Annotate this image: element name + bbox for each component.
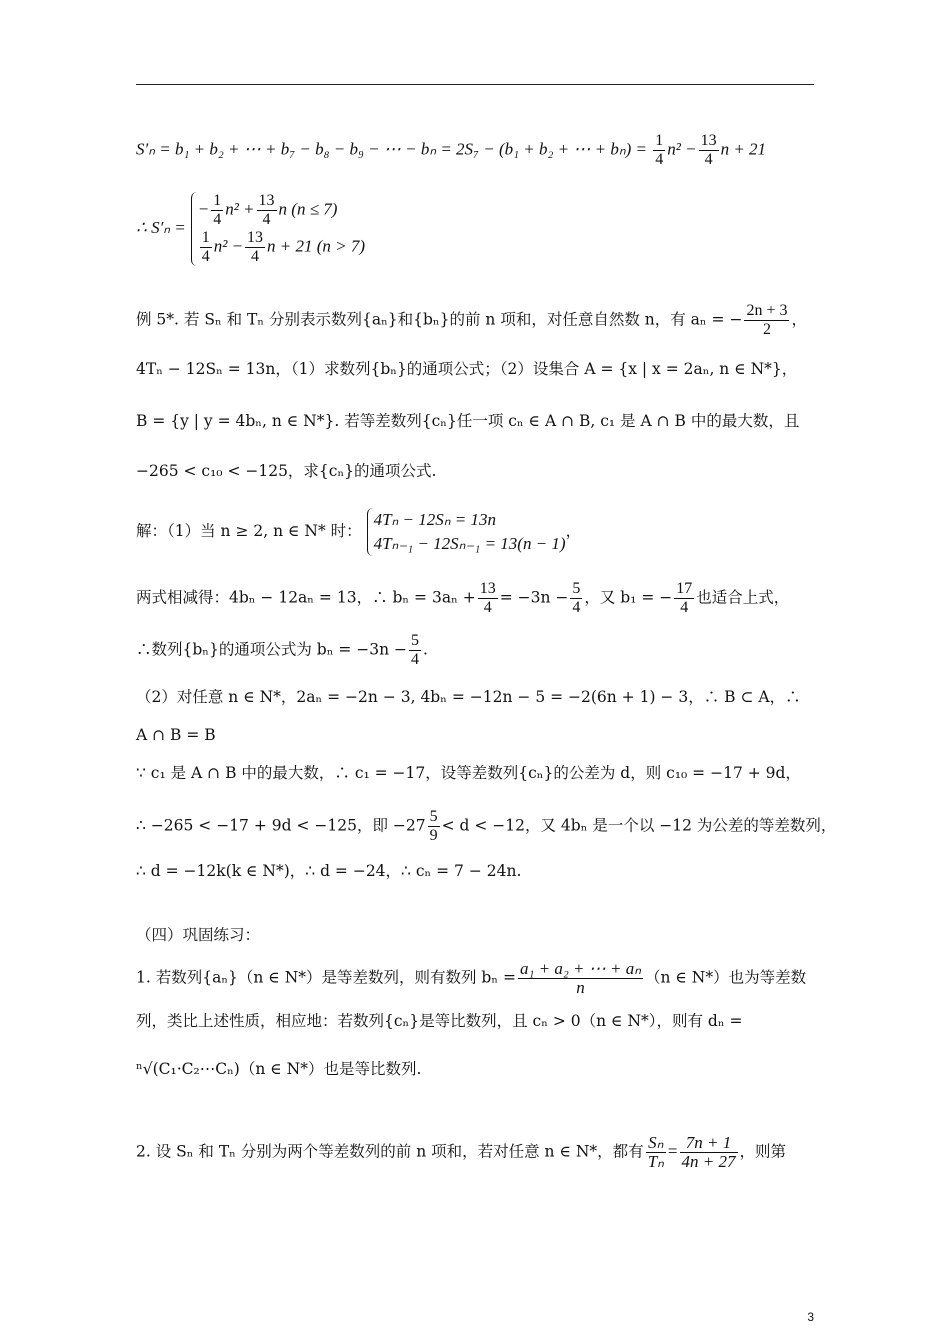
equation-text: n² − (667, 139, 697, 159)
fraction (674, 580, 694, 617)
equation-text: − (197, 199, 210, 219)
numerator: 5 (429, 808, 438, 825)
numerator: 1 (213, 192, 222, 209)
equation-text: S′ₙ = b₁ + b₂ + ⋯ + b₇ − b₈ − b₉ − ⋯ − bₙ = 2S₇ − (b₁ + b₂ + ⋯ + bₙ) = (136, 139, 652, 159)
fraction (257, 192, 277, 229)
denominator: 4 (572, 599, 581, 616)
question-1-line-1 (136, 960, 816, 997)
denominator: 4 (483, 599, 492, 616)
denominator: 4 (262, 211, 271, 228)
fraction (680, 1134, 738, 1171)
fraction (518, 960, 643, 997)
page-number: 3 (807, 1310, 814, 1324)
equation-text: n² − (213, 236, 244, 256)
denominator: 4 (201, 248, 210, 265)
piecewise-row (198, 229, 365, 266)
fraction (409, 632, 421, 669)
example-5-line-3: B = {y | y = 4bₙ, n ∈ N*}. 若等差数列{cₙ}任一项 cₙ ∈ A ∩ B, c₁ 是 A ∩ B 中的最大数，且 (136, 412, 800, 430)
denominator: Tₙ (647, 1152, 664, 1171)
part-2-line-2: A ∩ B = B (136, 726, 216, 744)
fraction (245, 229, 265, 266)
part-2-line-5: ∴ d = −12k(k ∈ N*)，∴ d = −24，∴ cₙ = 7 − 24n. (136, 862, 522, 880)
text: 例 5*. 若 Sₙ 和 Tₙ 分别表示数列{aₙ}和{bₙ}的前 n 项和，对任意自然数 n，有 aₙ = − (136, 310, 743, 329)
general-term-line: ∴数列{bₙ}的通项公式为 bₙ = −3n − $\frac{5}{4}$ . (136, 632, 428, 668)
part-2-line-3: ∵ c₁ 是 A ∩ B 中的最大数，∴ c₁ = −17，设等差数列{cₙ}的公差为 d，则 c₁₀ = −17 + 9d， (136, 764, 801, 782)
equation-text: n² + (225, 199, 255, 219)
text: < d < −12，又 4bₙ 是一个以 −12 为公差的等差数列， (441, 816, 837, 835)
example-5-line-4: −265 < c₁₀ < −125，求{cₙ}的通项公式. (136, 462, 437, 480)
fraction (478, 580, 498, 617)
numerator: 13 (700, 132, 717, 149)
fraction (211, 192, 223, 229)
denominator: 4 (411, 651, 419, 668)
fraction (428, 808, 440, 845)
question-2-line-1 (136, 1134, 816, 1171)
text: 也适合上式， (696, 588, 790, 607)
text: ，又 b₁ = − (584, 588, 673, 607)
numerator: 13 (258, 192, 275, 209)
text: （n ∈ N*）也为等差数 (645, 968, 807, 987)
numerator: 7n + 1 (680, 1134, 738, 1153)
numerator: 5 (572, 580, 581, 597)
numerator: 1 (201, 229, 210, 246)
numerator: Sₙ (646, 1134, 666, 1153)
fraction (744, 302, 789, 339)
denominator: 4n + 27 (681, 1152, 736, 1171)
fraction (200, 229, 212, 266)
question-1-line-2: 列，类比上述性质，相应地：若数列{cₙ}是等比数列，且 cₙ > 0（n ∈ N*），则有 dₙ = (136, 1012, 743, 1030)
equation-lead: ∴ S′ₙ = (136, 218, 186, 237)
equation-text: n + 21 (720, 139, 767, 159)
solution-line-1: 解：（1）当 n ≥ 2, n ∈ N* 时： 4Tₙ − 12Sₙ = 13n 4Tₙ₋₁ − 12Sₙ₋₁ = 13(n − 1) ， (136, 508, 816, 556)
fraction (646, 1134, 666, 1171)
text: 解：（1）当 n ≥ 2, n ∈ N* 时： (136, 522, 362, 540)
equation-sn-prime (136, 132, 816, 169)
numerator: a₁ + a₂ + ⋯ + aₙ (519, 959, 641, 978)
numerator: 2n + 3 (746, 302, 788, 319)
denominator: n (576, 978, 585, 997)
piecewise-brace (191, 192, 365, 266)
piecewise-sn-prime (136, 192, 816, 266)
part-2-line-1: （2）对任意 n ∈ N*，2aₙ = −2n − 3, 4bₙ = −12n − 5 = −2(6n + 1) − 3，∴ B ⊂ A，∴ (136, 688, 801, 706)
subtraction-line (136, 580, 816, 617)
denominator: 2 (762, 321, 771, 338)
numerator: 1 (655, 132, 664, 149)
text: ∴数列{bₙ}的通项公式为 bₙ = −3n − (136, 640, 407, 659)
system-row: 4Tₙ − 12Sₙ = 13n (373, 510, 497, 529)
example-5-line-2: 4Tₙ − 12Sₙ = 13n，（1）求数列{bₙ}的通项公式；（2）设集合 A = {x | x = 2aₙ, n ∈ N*}， (136, 360, 798, 378)
numerator: 13 (247, 229, 264, 246)
text: 2. 设 Sₙ 和 Tₙ 分别为两个等差数列的前 n 项和，若对任意 n ∈ N*，都有 (136, 1142, 644, 1161)
text: ，则第 (739, 1142, 787, 1161)
equals: = (667, 1141, 678, 1161)
fraction (653, 132, 665, 169)
equation-text: n (n ≤ 7) (278, 199, 338, 219)
denominator: 4 (251, 248, 260, 265)
denominator: 9 (429, 827, 438, 844)
denominator: 4 (704, 151, 713, 168)
text: ∴ −265 < −17 + 9d < −125，即 −27 (136, 816, 426, 835)
fraction (570, 580, 582, 617)
text: 两式相减得：4bₙ − 12aₙ = 13，∴ bₙ = 3aₙ + (136, 588, 476, 607)
text: = −3n − (499, 588, 569, 607)
denominator: 4 (680, 599, 689, 616)
text: 1. 若数列{aₙ}（n ∈ N*）是等差数列，则有数列 bₙ = (136, 968, 516, 987)
piecewise-row (198, 192, 365, 229)
numerator: 17 (676, 580, 693, 597)
section-heading: （四）巩固练习： (136, 926, 261, 944)
question-1-line-3: ⁿ√(C₁·C₂⋯Cₙ)（n ∈ N*）也是等比数列. (136, 1060, 422, 1078)
denominator: 4 (213, 211, 222, 228)
denominator: 4 (655, 151, 664, 168)
numerator: 13 (479, 580, 496, 597)
fraction (699, 132, 719, 169)
part-2-line-4 (136, 808, 837, 845)
example-5-line-1: 例 5*. 若 Sₙ 和 Tₙ 分别表示数列{aₙ}和{bₙ}的前 n 项和，对任意自然数 n，有 aₙ = − $\frac{2n + 3}{2}$ ， (136, 302, 807, 338)
system-row: 4Tₙ₋₁ − 12Sₙ₋₁ = 13(n − 1) (373, 534, 566, 553)
numerator: 5 (411, 632, 419, 649)
header-rule (136, 84, 814, 85)
equation-text: n + 21 (n > 7) (267, 236, 366, 256)
system-brace (367, 508, 566, 556)
